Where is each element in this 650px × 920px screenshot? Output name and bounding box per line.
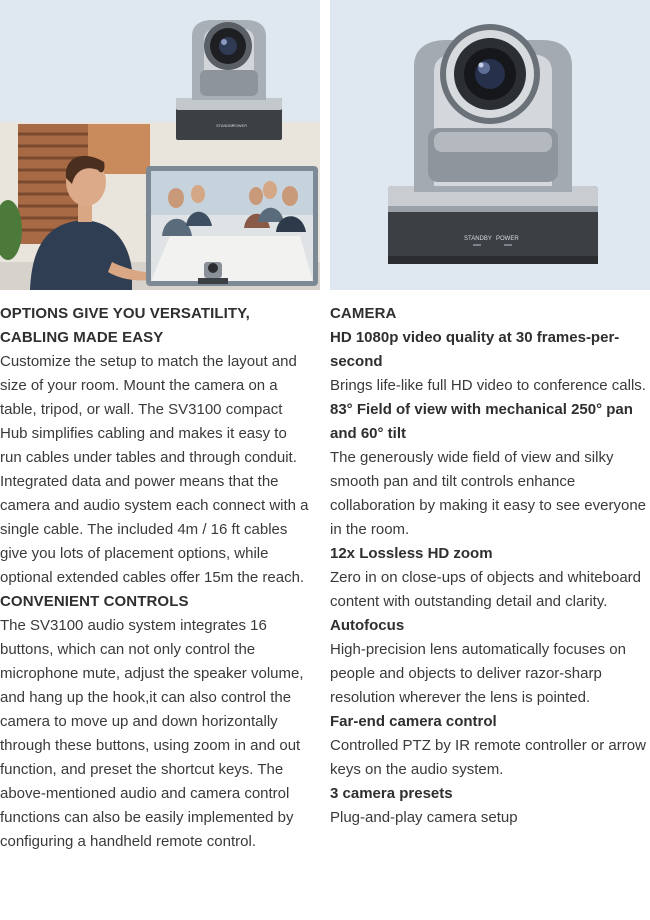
- camera-heading: CAMERA: [330, 305, 397, 322]
- feature-body-field-of-view: The generously wide field of view and silky smooth pan and tilt controls enhance collaboration by making it easy to see everyone in the room.: [330, 449, 647, 538]
- feature-title-far-end-control: Far-end camera control: [330, 713, 497, 730]
- camera-standby-label: STANDBY: [464, 236, 492, 242]
- section-heading-controls: CONVENIENT CONTROLS: [0, 593, 189, 610]
- small-camera-power-label: POWER: [232, 123, 248, 128]
- feature-title-field-of-view: 83° Field of view with mechanical 250° pan and 60° tilt: [330, 401, 633, 442]
- feature-title-1080p: HD 1080p video quality at 30 frames-per-second: [330, 329, 620, 370]
- feature-title-autofocus: Autofocus: [330, 617, 405, 634]
- feature-body-zoom: Zero in on close-ups of objects and whiteboard content with outstanding detail and clarity.: [330, 569, 642, 610]
- feature-title-zoom: 12x Lossless HD zoom: [330, 545, 493, 562]
- camera-power-label: POWER: [496, 236, 519, 242]
- small-camera-standby-label: STANDBY: [216, 123, 235, 128]
- section-heading-versatility: OPTIONS GIVE YOU VERSATILITY, CABLING MADE EASY: [0, 305, 250, 346]
- feature-body-1080p: Brings life-like full HD video to conference calls.: [330, 377, 646, 394]
- feature-body-far-end-control: Controlled PTZ by IR remote controller or arrow keys on the audio system.: [330, 737, 646, 778]
- section-body-controls: The SV3100 audio system integrates 16 buttons, which can not only control the microphone mute, adjust the speaker volume, and hang up the hook,it can also control the camera to move up and down horizontally through these buttons, using zoom in and out function, and preset the shortcut keys. The above-mentioned audio and camera control functions can also be easily implemented by configuring a handheld remote control.: [0, 617, 304, 850]
- conference-room-photo: [0, 0, 320, 290]
- conference-room-illustration: [0, 0, 320, 290]
- feature-body-autofocus: High-precision lens automatically focuses on people and objects to deliver razor-sharp resolution wherever the lens is pointed.: [330, 641, 626, 706]
- power-led: [504, 244, 512, 246]
- feature-title-presets: 3 camera presets: [330, 785, 453, 802]
- ptz-camera-illustration: [330, 0, 650, 290]
- standby-led: [473, 244, 481, 246]
- left-text-column: [0, 302, 312, 854]
- feature-body-presets: Plug-and-play camera setup: [330, 809, 518, 826]
- right-text-column: [330, 302, 648, 830]
- camera-product-photo: [330, 0, 650, 290]
- section-body-versatility: Customize the setup to match the layout and size of your room. Mount the camera on a table, tripod, or wall. The SV3100 compact Hub simplifies cabling and makes it easy to run cables under tables and through conduit. Integrated data and power means that the camera and audio system each connect with a single cable. The included 4m / 16 ft cables give you lots of placement options, while optional extended cables offer 15m the reach.: [0, 353, 309, 586]
